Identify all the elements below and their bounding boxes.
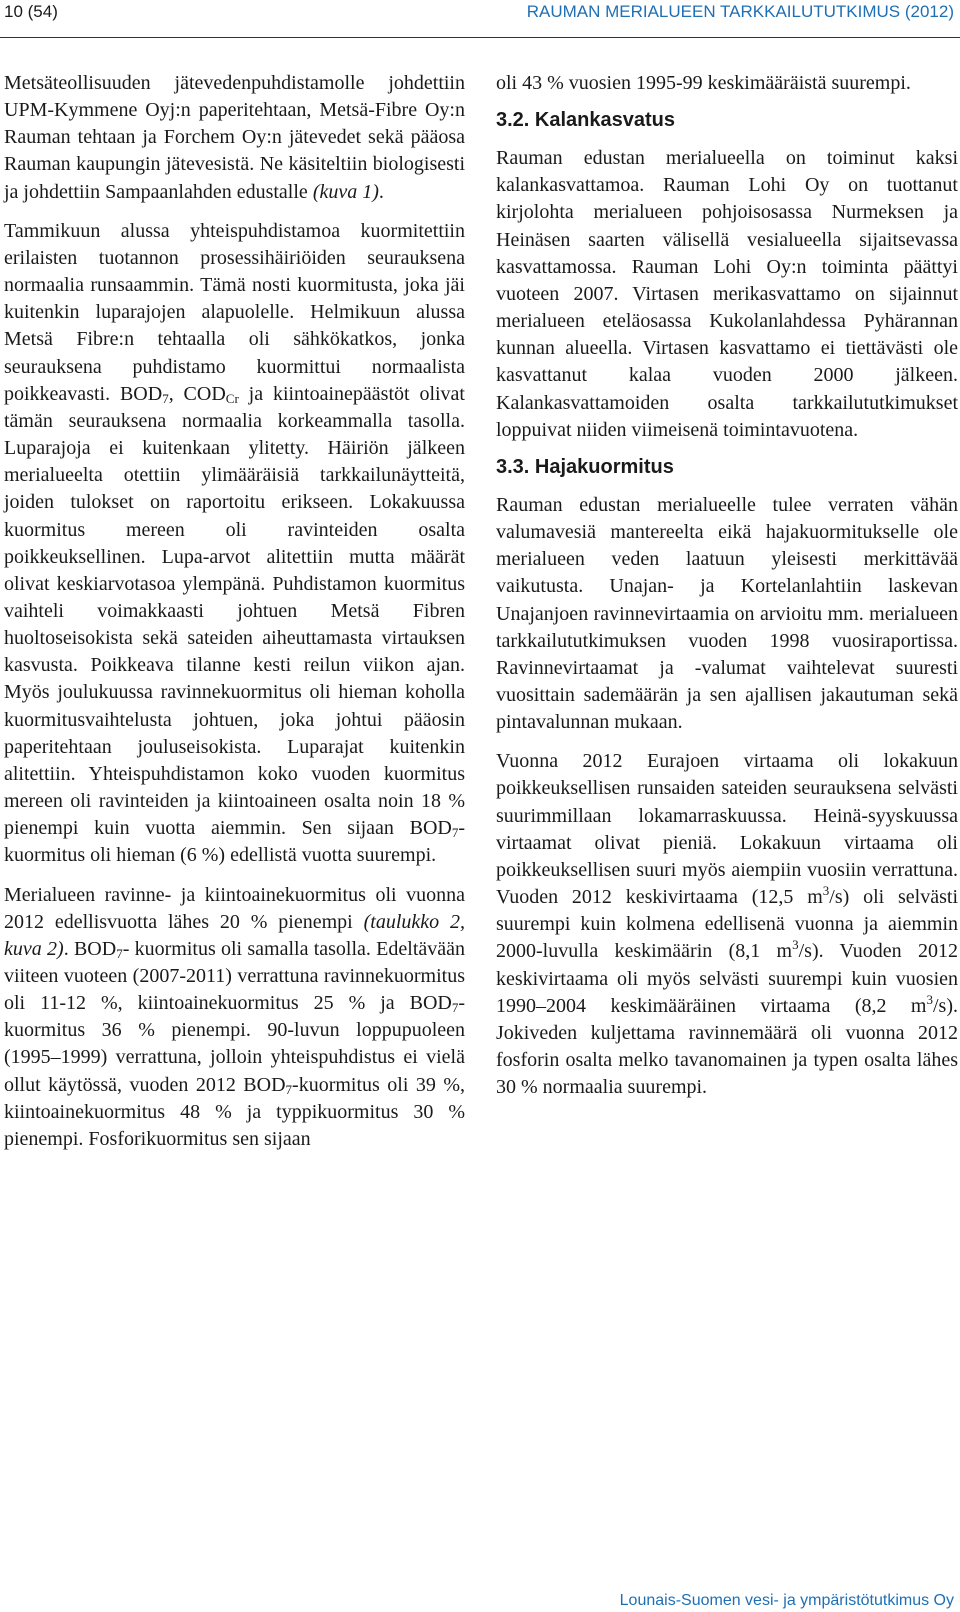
paragraph-wastewater-treatment: Metsäteollisuuden jätevedenpuhdistamolle johdettiin UPM-Kymmene Oyj:n paperitehtaan, Metsä-Fibre Oy:n Rauman tehtaan ja Forchem Oy:n jätevedet sekä pääosa Rauman kaupungin jätevesistä. Ne käsiteltiin biologisesti ja johdettiin Sampaanlahden edustalle (kuva 1).: [4, 72, 465, 203]
paragraph-load-disturbances: Tammikuun alussa yhteispuhdistamoa kuormitettiin erilaisten tuotannon prosessihäiriöiden seurauksena normaalia runsaammin. Tämä nosti kuormitusta, joka jäi kuitenkin luparajojen alapuolelle. Helmikuun alussa Metsä Fibre:n tehtaalla oli sähkökatkos, jonka seurauksena puhdistamo kuormittui normaalista poikkeavasti. $BOD_7$, $COD_{Cr}$ ja kiintoainepäästöt olivat tämän seurauksena normaalia korkeammalla tasolla. Luparajoja ei kuitenkaan ylitetty. Häiriön jälkeen merialueelta otettiin ylimääräisiä tarkkailunäytteitä, joiden tulokset on raportoitu erikseen. Lokakuussa kuormitus mereen oli ravinteiden osalta poikkeuksellinen. Lupa-arvot alitettiin mutta määrät olivat keskiarvotasoa ylempänä. Puhdistamon kuormitus vaihteli voimakkaasti johtuen Metsä Fibren huoltoseisokista sekä sateiden aiheuttamasta virtauksen kasvusta. Poikkeava tilanne kesti reilun viikon ajan. Myös joulukuussa ravinnekuormitus oli hieman koholla kuormitusvaihtelusta johtuen, joka johtui pääosin paperitehtaan jouluseisokista. Luparajat kuitenkin alitettiin. Yhteispuhdistamon koko vuoden kuormitus mereen oli ravinteiden ja kiintoaineen osalta noin 18 % pienempi kuin vuotta aiemmin. Sen sijaan $BOD_7$-kuormitus oli hieman (6 %) edellistä vuotta suurempi.: [4, 219, 465, 867]
report-title: RAUMAN MERIALUEEN TARKKAILUTUTKIMUS (2012): [526, 2, 954, 21]
paragraph-eurajoki-flow: Vuonna 2012 Eurajoen virtaama oli lokakuun poikkeuksellisen runsaiden sateiden seurauksena selvästi suurimmillaan lokamarraskuussa. Heinä-syyskuussa virtaamat olivat pieniä. Lokakuun virtaama oli poikkeuksellisen suuri myös aiempiin vuosiin verrattuna. Vuoden 2012 keskivirtaama (12,5 $m^3/s$) oli selvästi suurempi kuin kolmena edellisenä vuonna ja aiemmin 2000-luvulla keskimäärin (8,1 $m^3/s$). Vuoden 2012 keskivirtaama oli myös selvästi suurempi kuin vuosien 1990–2004 keskimääräinen virtaama (8,2 $m^3/s$). Jokiveden kuljettama ravinnemäärä oli vuonna 2012 fosforin osalta melko tavanomainen ja typen osalta lähes 30 % normaalia suurempi.: [496, 750, 958, 1099]
section-heading-diffuse-load: 3.3. Hajakuormitus: [496, 455, 674, 478]
page-number: 10 (54): [4, 2, 58, 21]
page-footer: Lounais-Suomen vesi- ja ympäristötutkimus Oy: [619, 1592, 954, 1609]
paragraph-fish-farming: Rauman edustan merialueella on toiminut kaksi kalankasvattamoa. Rauman Lohi Oy on tuottanut kirjolohta merialueen pohjoisosassa Nurmeksen ja Heinäsen saarten välisellä vesialueella sijaitsevassa kasvattamossa. Rauman Lohi Oy:n toiminta päättyi vuoteen 2007. Virtasen merikasvattamo on sijainnut merialueen eteläosassa Kukolanlahdessa Pyhärannan kunnan alueella. Virtasen kasvattamo ei tiettävästi ole kasvattanut kalaa vuoden 2000 jälkeen. Kalankasvattamoiden osalta tarkkailututkimukset loppuivat niiden viimeisenä toimintavuotena.: [496, 147, 958, 441]
left-column: [4, 70, 465, 1153]
figure-reference: (kuva 1): [312, 180, 379, 203]
section-heading-fish-farming: 3.2. Kalankasvatus: [496, 109, 675, 132]
right-column: [496, 70, 958, 1101]
paragraph-continuation: oli 43 % vuosien 1995-99 keskimääräistä suurempi.: [496, 72, 911, 94]
header-divider: [0, 37, 960, 38]
paragraph-diffuse-load: Rauman edustan merialueelle tulee verraten vähän valumavesiä mantereelta eikä hajakuormitukselle ole merialueen veden laatuun yleisesti merkittävää vaikutusta. Unajan- ja Kortelanlahtiin laskevan Unajanjoen ravinnevirtaamia on arvioitu mm. merialueen tarkkailututkimuksen vuoden 1998 vuosiraportissa. Ravinnevirtaamat ja -valumat vaihtelevat suuresti vuosittain sademäärän ja sen ajallisen jakautuman sekä pintavalunnan mukaan.: [496, 493, 958, 734]
table-figure-reference: (taulukko 2, kuva 2): [4, 910, 466, 960]
paragraph-marine-load: Merialueen ravinne- ja kiintoainekuormitus oli vuonna 2012 edellisvuotta lähes 20 % pienempi (taulukko 2, kuva 2). $BOD_7-$ kuormitus oli samalla tasolla. Edeltävään viiteen vuoteen (2007-2011) verrattuna ravinnekuormitus oli 11-12 %, kiintoainekuormitus 25 % ja $BOD_7$-kuormitus 36 % pienempi. 90-luvun loppupuoleen (1995–1999) verrattuna, jolloin yhteispuhdistus ei vielä ollut käytössä, vuoden 2012 $BOD_7$-kuormitus oli 39 %, kiintoainekuormitus 48 % ja typpikuormitus 30 % pienempi. Fosforikuormitus sen sijaan: [4, 883, 466, 1150]
page-header: [0, 0, 960, 42]
